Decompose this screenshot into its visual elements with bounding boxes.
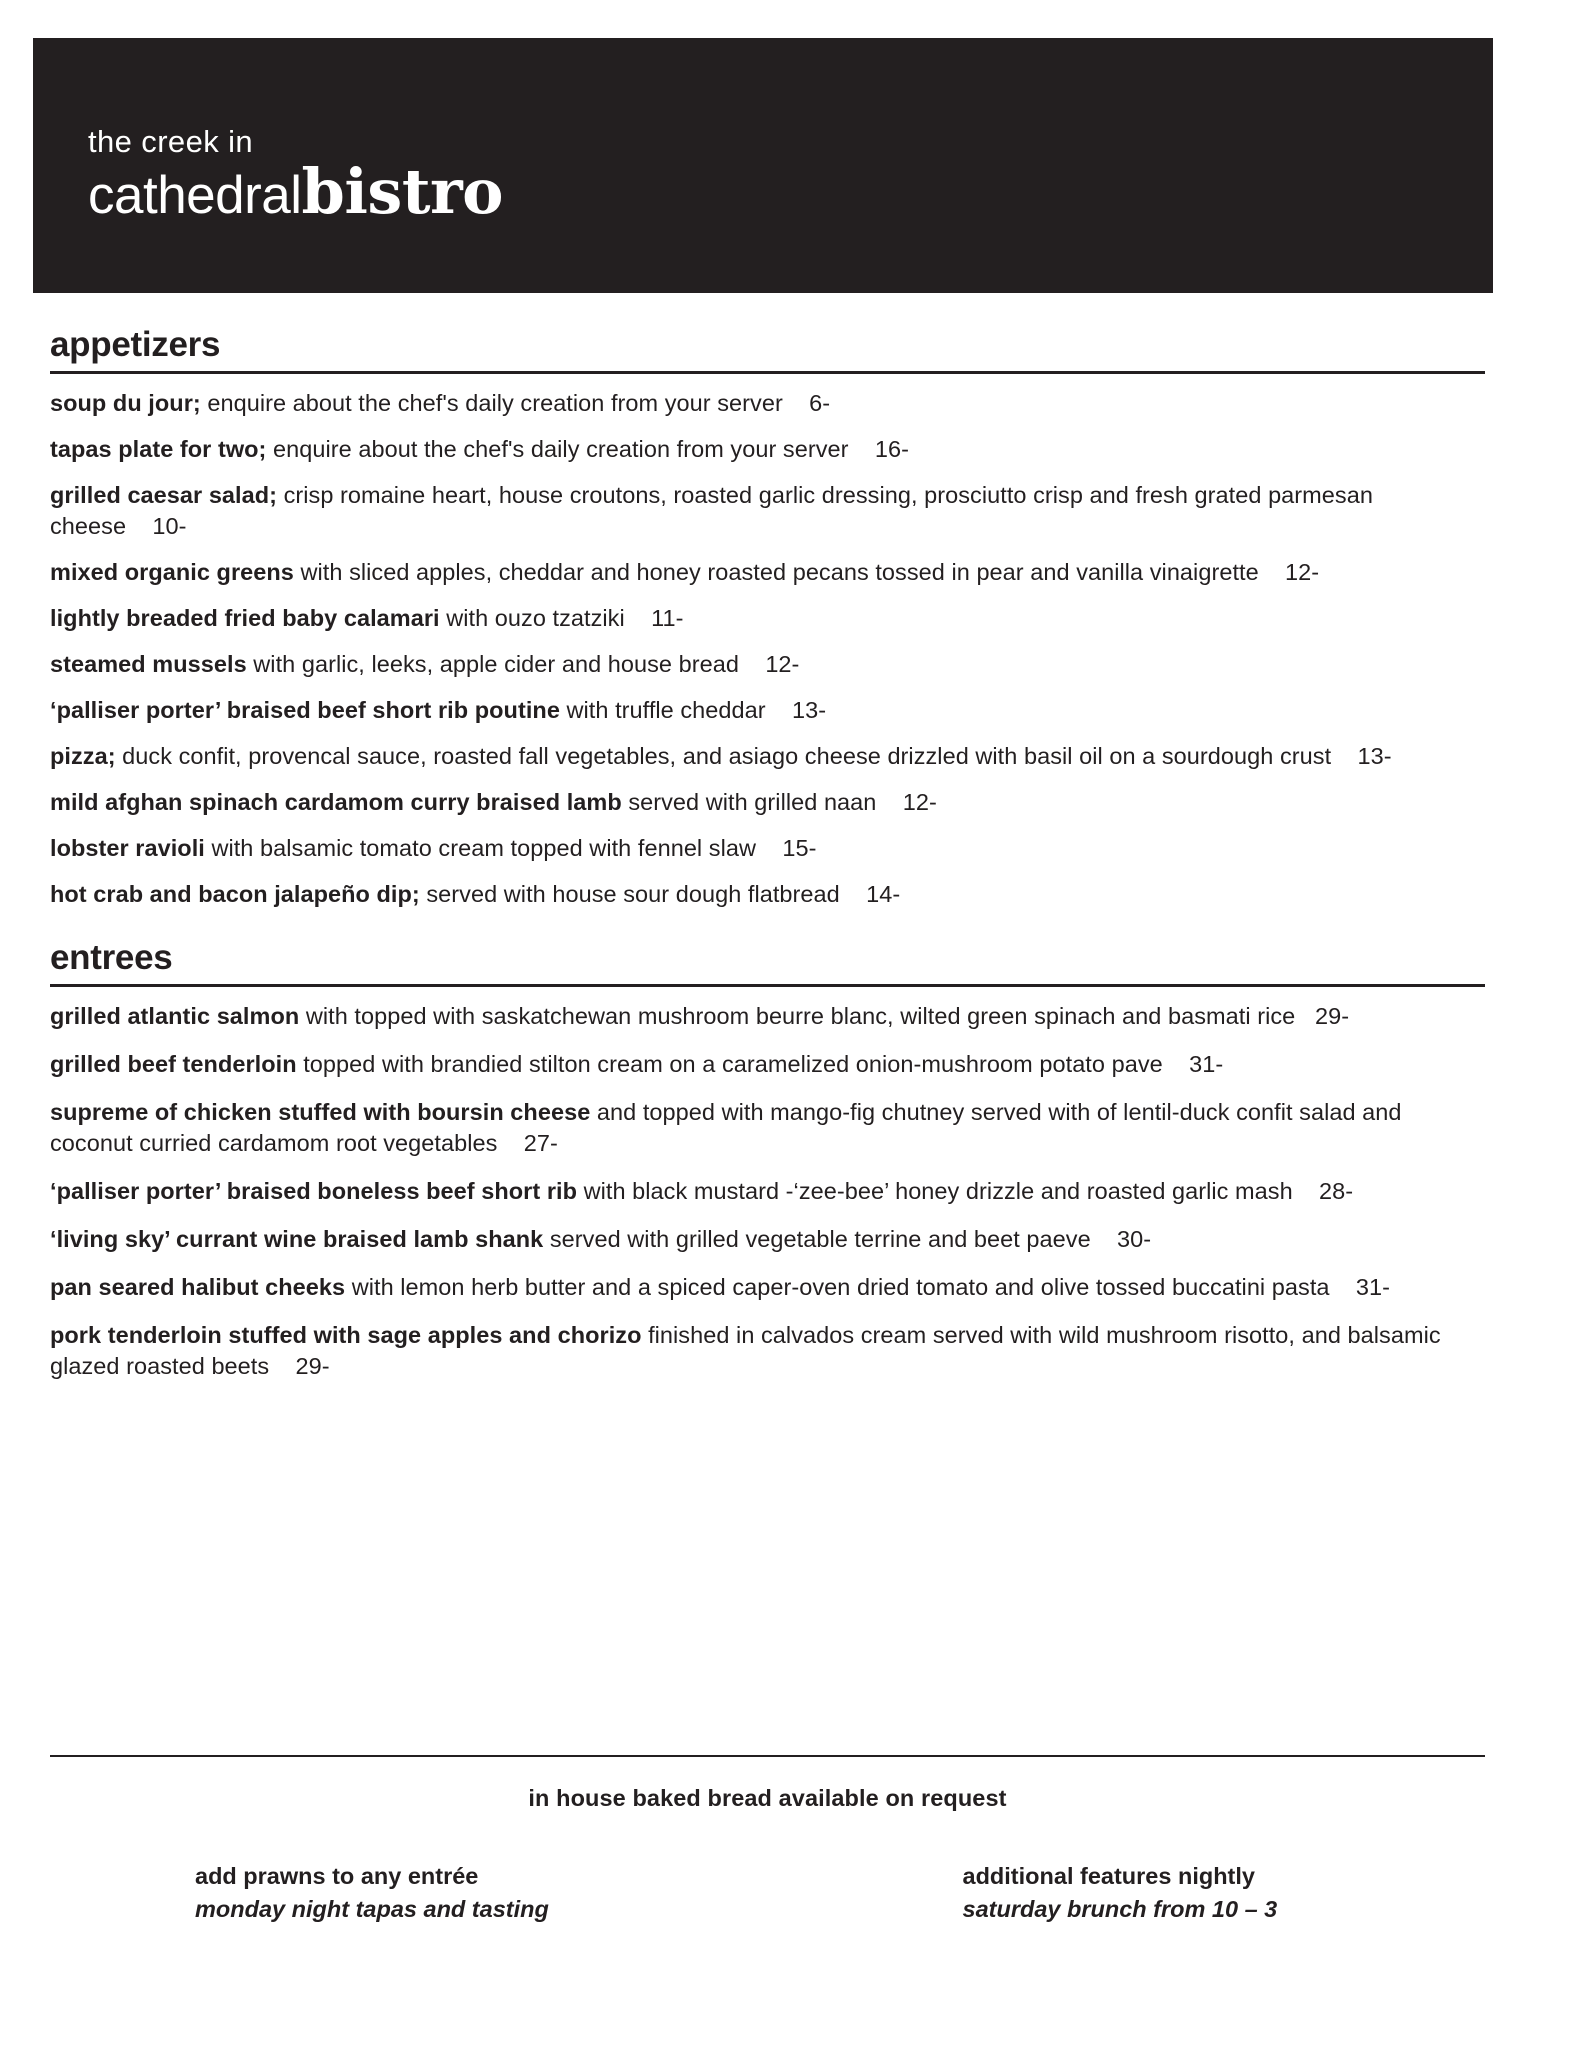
menu-item	[50, 1176, 1475, 1207]
item-description: with black mustard -‘zee-bee’ honey drizzle and roasted garlic mash	[577, 1178, 1293, 1205]
menu-item	[50, 1272, 1475, 1303]
brunch-note: saturday brunch from 10 – 3	[962, 1896, 1278, 1923]
item-name: tapas plate for two;	[50, 436, 267, 463]
item-name: ‘palliser porter’ braised boneless beef short rib	[50, 1178, 578, 1205]
menu-item	[50, 787, 1475, 818]
item-price	[497, 1130, 557, 1156]
item-price	[1331, 743, 1391, 769]
menu-item	[50, 480, 1475, 542]
item-description: with ouzo tzatziki	[439, 605, 625, 632]
item-price-value: 31-	[1189, 1051, 1224, 1078]
item-name: lightly breaded fried baby calamari	[50, 605, 440, 632]
item-name: supreme of chicken stuffed with boursin cheese	[50, 1099, 591, 1126]
item-price-value: 11-	[651, 605, 684, 632]
menu-content	[50, 325, 1530, 1399]
item-description: with balsamic tomato cream topped with fennel slaw	[204, 835, 756, 862]
item-price	[739, 651, 799, 677]
item-price	[783, 390, 830, 416]
menu-footer	[50, 1755, 1530, 1927]
menu-item	[50, 879, 1475, 910]
item-name: pork tenderloin stuffed with sage apples and chorizo	[50, 1322, 642, 1349]
item-description: topped with brandied stilton cream on a caramelized onion-mushroom potato pave	[296, 1051, 1163, 1078]
footer-column-right	[768, 1860, 1486, 1927]
entree-list	[50, 1001, 1530, 1382]
menu-item	[50, 1224, 1475, 1255]
item-name: ‘palliser porter’ braised beef short rib poutine	[50, 697, 560, 724]
logo-bistro-text: bistro	[301, 155, 503, 228]
menu-item	[50, 388, 1475, 419]
item-name: mild afghan spinach cardamom curry braised lamb	[50, 789, 622, 816]
menu-item	[50, 557, 1475, 588]
item-price	[126, 513, 186, 539]
item-price	[1330, 1274, 1390, 1300]
item-price-value: 16-	[874, 436, 909, 463]
item-price	[840, 881, 900, 907]
item-description: duck confit, provencal sauce, roasted fall vegetables, and asiago cheese drizzled with basil oil on a sourdough crust	[115, 743, 1332, 770]
features-note: additional features nightly	[962, 1863, 1255, 1889]
monday-tapas-note: monday night tapas and tasting	[195, 1896, 549, 1923]
item-name: grilled beef tenderloin	[50, 1051, 297, 1078]
item-price	[1091, 1226, 1151, 1252]
item-description: enquire about the chef's daily creation from your server	[200, 390, 783, 416]
item-name: pizza;	[50, 743, 116, 770]
item-price-value: 12-	[902, 789, 937, 816]
item-price-value: 12-	[765, 651, 800, 678]
item-price-value: 10-	[152, 513, 187, 540]
item-price	[766, 697, 826, 723]
footer-column-left	[50, 1860, 768, 1927]
menu-item	[50, 1320, 1475, 1382]
item-description: with garlic, leeks, apple cider and house bread	[246, 651, 739, 678]
item-name: hot crab and bacon jalapeño dip;	[50, 881, 420, 908]
item-price-value: 6-	[809, 390, 831, 416]
item-price	[756, 835, 816, 861]
footer-columns	[50, 1860, 1485, 1927]
item-price	[876, 789, 936, 815]
logo-wordmark	[88, 155, 503, 228]
menu-item	[50, 603, 1475, 634]
item-description: and topped with mango-fig chutney served with of lentil-duck confit salad and coconut curried cardamom root vegetables	[50, 1099, 1402, 1157]
item-description: with truffle cheddar	[559, 697, 766, 724]
menu-item	[50, 1001, 1475, 1032]
item-name: mixed organic greens	[50, 559, 294, 586]
item-price-value: 30-	[1117, 1226, 1152, 1253]
item-description: with lemon herb butter and a spiced caper-oven dried tomato and olive tossed buccatini pasta	[345, 1274, 1330, 1301]
item-price-value: 27-	[523, 1130, 558, 1157]
item-name: pan seared halibut cheeks	[50, 1274, 346, 1301]
item-description: served with grilled naan	[621, 789, 877, 816]
menu-item	[50, 741, 1475, 772]
menu-item	[50, 434, 1475, 465]
footer-divider	[50, 1755, 1485, 1757]
item-description: served with house sour dough flatbread	[419, 881, 840, 908]
section-appetizers	[50, 325, 1530, 910]
menu-item	[50, 649, 1475, 680]
item-price-value: 29-	[1315, 1003, 1350, 1030]
item-price-value: 12-	[1285, 559, 1320, 586]
item-description: crisp romaine heart, house croutons, roasted garlic dressing, prosciutto crisp and fresh grated parmesan cheese	[50, 482, 1373, 540]
item-name: ‘living sky’ currant wine braised lamb shank	[50, 1226, 544, 1253]
appetizer-list	[50, 388, 1530, 910]
section-divider-entrees	[50, 984, 1485, 987]
item-description: served with grilled vegetable terrine and beet paeve	[543, 1226, 1091, 1253]
bread-note: in house baked bread available on request	[528, 1785, 1007, 1811]
header-banner	[33, 38, 1493, 293]
item-price	[849, 436, 909, 462]
menu-item	[50, 833, 1475, 864]
item-name: grilled caesar salad;	[50, 482, 278, 509]
item-price-value: 28-	[1319, 1178, 1354, 1205]
item-price-value: 31-	[1355, 1274, 1390, 1301]
item-description: with topped with saskatchewan mushroom beurre blanc, wilted green spinach and basmati rice	[299, 1003, 1296, 1030]
logo-tagline: the creek in	[88, 124, 254, 159]
item-description: enquire about the chef's daily creation from your server	[266, 436, 849, 463]
item-name: soup du jour;	[50, 390, 201, 416]
menu-item	[50, 1049, 1475, 1080]
item-price	[1295, 1003, 1349, 1029]
section-divider-appetizers	[50, 371, 1485, 374]
restaurant-logo	[88, 124, 503, 228]
section-title-entrees: entrees	[50, 938, 173, 978]
item-name: lobster ravioli	[50, 835, 205, 862]
section-title-appetizers: appetizers	[50, 325, 221, 364]
section-entrees	[50, 938, 1530, 1382]
add-prawns-note: add prawns to any entrée	[195, 1863, 479, 1889]
item-price-value: 29-	[295, 1353, 330, 1380]
item-price	[1259, 559, 1319, 585]
item-price	[1293, 1178, 1353, 1204]
item-name: grilled atlantic salmon	[50, 1003, 300, 1030]
item-price	[625, 605, 684, 631]
item-name: steamed mussels	[50, 651, 247, 678]
logo-cathedral-text: cathedral	[88, 166, 302, 225]
menu-item	[50, 695, 1475, 726]
item-price-value: 13-	[791, 697, 827, 724]
menu-item	[50, 1097, 1475, 1159]
item-price-value: 13-	[1357, 743, 1392, 770]
item-description: finished in calvados cream served with wild mushroom risotto, and balsamic glazed roasted beets	[50, 1322, 1441, 1380]
item-price	[1163, 1051, 1223, 1077]
item-price-value: 14-	[866, 881, 901, 908]
item-price	[269, 1353, 329, 1379]
item-description: with sliced apples, cheddar and honey roasted pecans tossed in pear and vanilla vinaigrette	[293, 559, 1259, 586]
item-price-value: 15-	[782, 835, 817, 862]
